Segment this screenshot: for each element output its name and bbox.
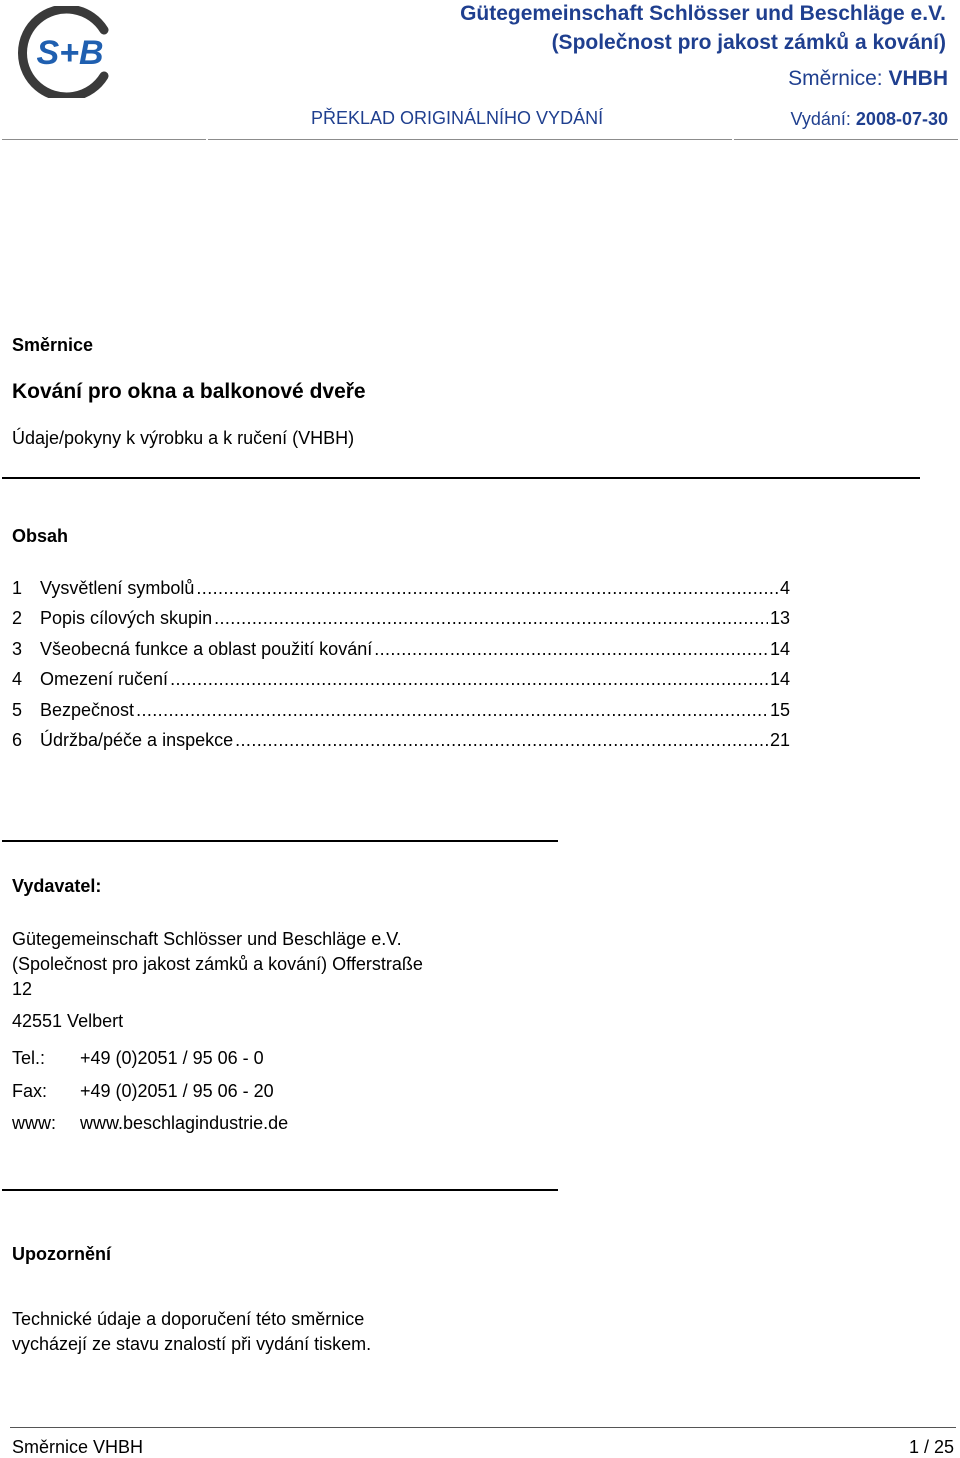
www-label: www:	[12, 1113, 56, 1133]
toc-heading: Obsah	[12, 526, 69, 546]
toc-item[interactable]	[12, 639, 790, 669]
toc-rule	[2, 840, 558, 842]
document-title: Kování pro okna a balkonové dveře	[12, 380, 366, 403]
footer-document-name: Směrnice VHBH	[12, 1437, 144, 1457]
header-divider-2	[208, 139, 732, 140]
toc-item-title: Všeobecná funkce a oblast použití kování	[40, 638, 373, 659]
publisher-rule	[2, 1189, 558, 1191]
toc-item-title: Údržba/péče a inspekce	[40, 729, 234, 750]
toc-item-page: 21	[769, 729, 790, 750]
notice-text-line-2: vycházejí ze stavu znalostí při vydání tiskem.	[12, 1334, 372, 1354]
toc-item-page: 13	[769, 608, 790, 629]
header-org-name: Gütegemeinschaft Schlösser und Beschläge e.V.	[460, 2, 946, 25]
toc-item[interactable]	[12, 578, 790, 608]
logo-text: S+B	[36, 34, 104, 72]
header-translation-note: PŘEKLAD ORIGINÁLNÍHO VYDÁNÍ	[311, 108, 604, 128]
fax-label: Fax:	[12, 1081, 48, 1101]
publisher-heading: Vydavatel:	[12, 876, 102, 896]
toc-item[interactable]	[12, 700, 790, 730]
header-guideline-value: VHBH	[888, 67, 948, 90]
header-issue-label: Vydání:	[790, 109, 856, 129]
toc-leader	[136, 700, 768, 721]
header-issue	[791, 109, 948, 130]
publisher-house-number: 12	[12, 979, 33, 999]
toc-leader	[374, 639, 768, 660]
toc-item[interactable]	[12, 730, 790, 760]
toc-item-page: 4	[779, 578, 790, 598]
toc-item[interactable]	[12, 669, 790, 699]
header-divider-1	[2, 139, 206, 140]
sb-logo	[12, 6, 120, 98]
toc-item-page: 14	[769, 638, 790, 659]
toc-leader	[214, 608, 768, 629]
fax-value: +49 (0)2051 / 95 06 - 20	[80, 1081, 274, 1101]
toc-item-number: 4	[12, 669, 23, 690]
title-rule	[2, 477, 920, 479]
toc-leader	[170, 669, 768, 690]
website-link[interactable]: www.beschlagindustrie.de	[80, 1113, 289, 1133]
toc-item-title: Vysvětlení symbolů	[40, 578, 195, 598]
header-issue-date: 2008-07-30	[855, 109, 948, 129]
header-guideline	[788, 67, 948, 91]
toc-item-number: 1	[12, 578, 23, 598]
toc-item-title: Popis cílových skupin	[40, 608, 213, 629]
section-label: Směrnice	[12, 335, 94, 355]
toc-item-title: Omezení ručení	[40, 669, 169, 690]
header-org-translation: (Společnost pro jakost zámků a kování)	[551, 31, 946, 54]
toc-item-page: 15	[769, 699, 790, 720]
publisher-org-name: Gütegemeinschaft Schlösser und Beschläge e.V.	[12, 929, 402, 949]
notice-heading: Upozornění	[12, 1244, 111, 1264]
publisher-org-street: (Společnost pro jakost zámků a kování) Offerstraße	[12, 954, 423, 974]
publisher-city: 42551 Velbert	[12, 1011, 124, 1031]
toc-item[interactable]	[12, 608, 790, 638]
table-of-contents	[12, 578, 790, 760]
header-divider-3	[734, 139, 958, 140]
footer-page-number: 1 / 25	[908, 1437, 954, 1457]
toc-item-number: 6	[12, 729, 23, 750]
tel-value: +49 (0)2051 / 95 06 - 0	[80, 1048, 264, 1068]
header-guideline-label: Směrnice:	[788, 67, 889, 90]
document-subtitle: Údaje/pokyny k výrobku a k ručení (VHBH)	[12, 428, 355, 448]
toc-item-title: Bezpečnost	[40, 699, 135, 720]
toc-item-number: 2	[12, 608, 23, 629]
toc-leader	[235, 730, 768, 751]
toc-leader	[196, 578, 778, 599]
toc-item-number: 5	[12, 699, 23, 720]
footer-divider	[10, 1427, 956, 1428]
notice-text-line-1: Technické údaje a doporučení této směrnice	[12, 1309, 365, 1329]
tel-label: Tel.:	[12, 1048, 46, 1068]
toc-item-number: 3	[12, 638, 23, 659]
toc-item-page: 14	[769, 669, 790, 690]
